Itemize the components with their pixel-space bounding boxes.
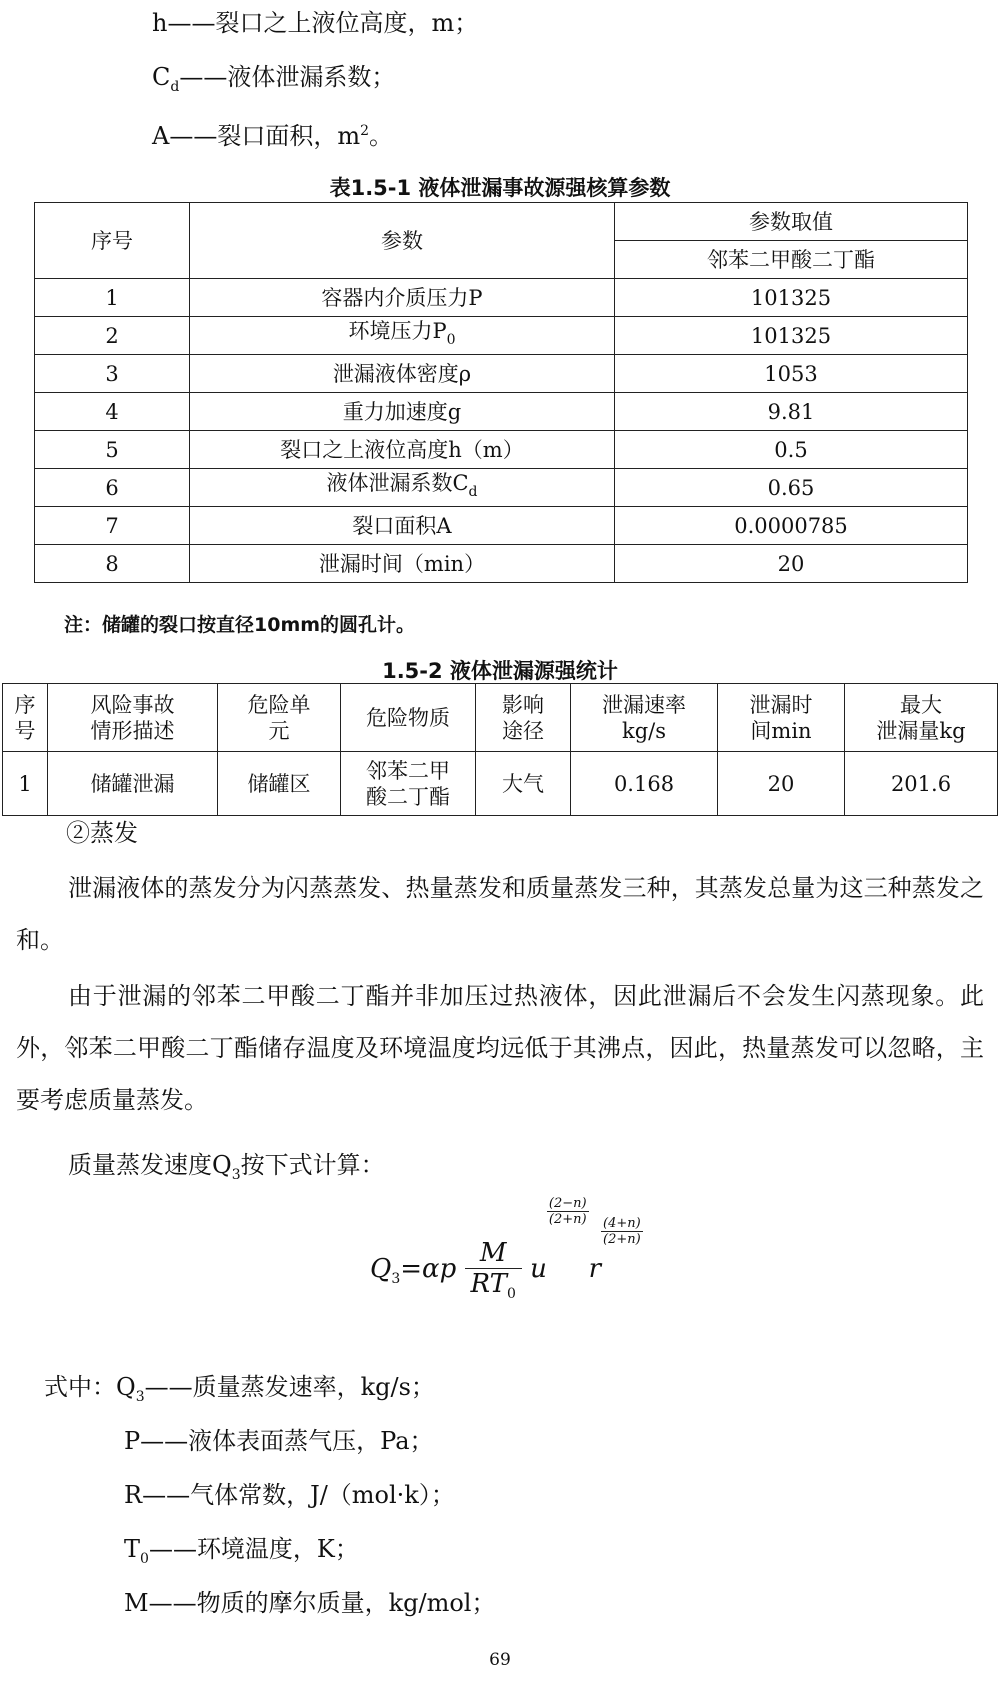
table-row: 1 容器内介质压力P 101325 xyxy=(35,279,968,317)
definition-r: R——气体常数，J/（mol·k）； xyxy=(124,1481,455,1509)
table2-head-pathway: 影响 途径 xyxy=(476,684,571,752)
definition-a: A——裂口面积，$m^2$。 xyxy=(152,122,394,150)
table2-head-unit: 危险单 元 xyxy=(218,684,341,752)
section-heading: ②蒸发 xyxy=(66,819,138,847)
table2-head-scenario: 风险事故 情形描述 xyxy=(48,684,218,752)
table-row: 6 液体泄漏系数$C_d$ 0.65 xyxy=(35,469,968,507)
definition-q3: 式中：$Q_3——$质量蒸发速率，kg/s； xyxy=(44,1373,435,1405)
table1-caption: 表1.5-1 液体泄漏事故源强核算参数 xyxy=(329,176,671,200)
table-row: 3 泄漏液体密度ρ 1053 xyxy=(35,355,968,393)
paragraph-2: 由于泄漏的邻苯二甲酸二丁酯并非加压过热液体，因此泄漏后不会发生闪蒸现象。此外，邻苯二甲酸二丁酯储存温度及环境温度均远低于其沸点，因此，热量蒸发可以忽略，主要考虑质量蒸发。 xyxy=(16,982,984,1114)
formula-fraction: $\frac{M}{RT_0}$ xyxy=(465,1238,522,1302)
table1-head-value-group: 参数取值 xyxy=(615,203,968,241)
paragraph-1: 泄漏液体的蒸发分为闪蒸蒸发、热量蒸发和质量蒸发三种，其蒸发总量为这三种蒸发之和。 xyxy=(16,874,984,954)
definition-t0: $T_0——$环境温度，K； xyxy=(124,1535,359,1567)
table1-head-param: 参数 xyxy=(190,203,615,279)
definition-p: P——液体表面蒸气压，Pa； xyxy=(124,1427,434,1455)
table2-head-rate: 泄漏速率 kg/s xyxy=(571,684,718,752)
table2-head-seq: 序 号 xyxy=(3,684,48,752)
definition-h: h——裂口之上液位高度，m； xyxy=(152,9,479,37)
table-row: 2 环境压力$P_0$ 101325 xyxy=(35,317,968,355)
formula-u-exponent: $\frac{(2-n)}{(2+n)}$ xyxy=(548,1196,587,1227)
table-row: 1 储罐泄漏 储罐区 邻苯二甲 酸二丁酯 大气 0.168 20 201.6 xyxy=(3,752,998,816)
evaporation-formula: $Q_3=\alpha p$ $\frac{M}{RT_0}$ u $\frac{(2-n)}{(2+n)}$ r $\frac{(4+n)}{(2+n)}$ xyxy=(370,1196,641,1302)
table2 xyxy=(2,683,998,816)
definition-cd: $C_d——$液体泄漏系数； xyxy=(152,63,396,95)
table-row: 7 裂口面积A 0.0000785 xyxy=(35,507,968,545)
definition-m: M——物质的摩尔质量，kg/mol； xyxy=(124,1589,496,1617)
table1-note: 注：储罐的裂口按直径10mm的圆孔计。 xyxy=(64,614,416,636)
table2-caption: 1.5-2 液体泄漏源强统计 xyxy=(382,659,618,683)
table1-head-seq: 序号 xyxy=(35,203,190,279)
table2-head-max: 最大 泄漏量kg xyxy=(845,684,998,752)
table2-head-duration: 泄漏时 间min xyxy=(718,684,845,752)
page-number: 69 xyxy=(489,1650,511,1670)
formula-r-exponent: $\frac{(4+n)}{(2+n)}$ xyxy=(603,1216,641,1247)
table2-head-substance: 危险物质 xyxy=(341,684,476,752)
table-row: 5 裂口之上液位高度h（m） 0.5 xyxy=(35,431,968,469)
table-row: 4 重力加速度g 9.81 xyxy=(35,393,968,431)
table-row: 8 泄漏时间（min） 20 xyxy=(35,545,968,583)
table1 xyxy=(34,202,968,583)
table1-head-substance: 邻苯二甲酸二丁酯 xyxy=(615,241,968,279)
formula-intro: 质量蒸发速度$Q_3$按下式计算： xyxy=(68,1151,385,1183)
